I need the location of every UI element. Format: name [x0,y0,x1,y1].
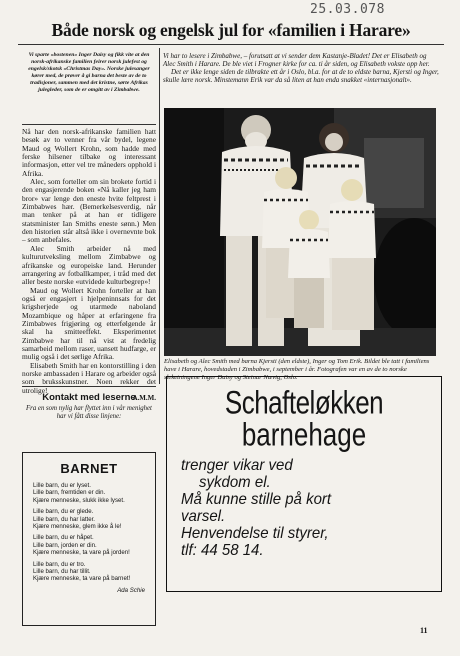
poem-line: Lille barn, du er lyset. [33,482,91,489]
ad-line: varsel. [181,507,226,526]
kindergarten-ad [166,376,442,592]
photo-caption: Elisabeth og Alec Smith med barna Kjersti (den eldste), Inger og Tom Erik. Bildet ble tatt i familiens have i Harare, hovedstaden i Zimbabwe, i september i år. Fotografen var en av de to norske sleketningene Inger Daisy og Steinar Nævig, Oslo. [164,358,430,381]
poem-author: Ada Schie [117,586,145,594]
ad-line: Henvendelse til styrer, [181,524,329,543]
body-paragraph: Maud og Wollert Krohn forteller at han også er engasjert i hjelpeninnsats for det krigsherjede og utarmede naboland Mozambique og håper at erfaringene fra Zimbabwes frigjøring og etterfølgende år skal ha smitteeffekt. Eksperimentet Zimbabwe har til nå vist at fredelig samarbeid mellom raser, uansett hudfarge, er mulig også i det sørlige Afrika. [22,285,156,362]
contact-heading: Kontakt med leserne [42,392,136,403]
body-paragraph: Alec, som forteller om sin brokete fortid i den engasjerende boken «Nå kaller jeg ham bror» var lenge den eneste hvite feltprest i Zimbabwes hær. (Bemerkelsesverdig, når man tenker på at han er tidligere statsminister Ian Smiths eneste sønn.) Men den historien står altså ikke i overnevnte bok – som anbefales. [22,177,156,245]
intro-right-paragraph: Vi har to lesere i Zimbabwe, – forutsatt at vi sender dem Kastanje-Bladet! Det er Elisabeth og Alec Smith i Harare. De ble viet i Frogner kirke for ca. ti år siden, og Elisabeth vokste opp her. [163,52,430,69]
ad-line: Må kunne stille på kort [181,490,332,509]
intro-rule [22,124,156,125]
ad-title: Schafteløkken [224,383,384,421]
poem-line: Lille barn, du er tro. [33,560,86,568]
family-photo-image [164,108,436,356]
article-headline: Både norsk og engelsk jul for «familien i Harare» [51,20,411,40]
body-paragraph: Nå har den norsk-afrikanske familien hatt besøk av to venner fra vår bydel, legene Maud og Wollert Krohn, som hadde med ferske hilsener tilbake og interessant informasjon, etter vel tre måneders opphold i Afrika. [22,127,156,178]
poem-line: Lille barn, du er håpet. [33,534,94,542]
poem-line: Lille barn, fremtiden er din. [33,489,106,497]
contact-rule [22,386,156,387]
poem-line: Lille barn, du har latter. [33,515,95,523]
column-divider [159,48,160,384]
ad-phone: tlf: 44 58 14. [181,541,264,560]
poem-stanza [33,534,145,556]
poem-line: Kjære menneske, slukk ikke lyset. [33,496,125,504]
poem-stanza [33,508,145,530]
ad-line: trenger vikar ved [181,456,293,475]
poem-box [22,452,156,626]
intro-right [163,52,439,84]
author-signature: A.M.M. [132,394,156,402]
poem-title: BARNET [60,461,118,476]
date-stamp: 25.03.078 [310,2,385,17]
poem-stanza [33,561,145,583]
poem-stanza [33,482,145,504]
body-paragraph: Elisabeth Smith har en kontorstilling i den norske ambassaden i Harare og arbeider også som bruksskunstner. Noen rekker det utrolige! [22,360,156,395]
body-paragraph: Alec Smith arbeider nå med kulturutveksling mellom Zimbabwe og afrikanske og europeiske land. Herunder arrangering av fotballkamper, i tråd med det aller beste norske «utvidede kulturbegrep»! [22,243,156,287]
intro-right-paragraph: Det er ikke lenge siden de tilbrakte ett år i Oslo, bl.a. for at de to eldste barna, Kjersti og Inger, skulle lære norsk. Minstemann Erik var da så liten at han enda snakket «internasjonalt». [163,68,439,85]
page-number: 11 [420,626,428,635]
ad-title: barnehage [241,415,367,453]
headline-rule [18,44,444,45]
poem-line: Lille barn, du er glede. [33,508,94,516]
poem-line: Lille barn, jorden er din. [33,541,97,549]
poem-line: Kjære menneske, ta vare på jorden! [33,549,130,557]
intro-left: Vi sparte «bostenen» Inger Daisy og fikk vite at den norsk-afrikanske familien feirer norsk julefest og engelsk/skotsk «Christmas Day». Norske julesanger kører med, de prøver å gi barna det beste av de to tradisjoner, sammen med det kristne, sørte Afrikas julegleder, som de er omgitt av i Zimbabwe. [28,52,150,93]
poem-line: Kjære menneske, glem ikke å le! [33,523,122,531]
family-photo [164,108,436,356]
poem-line: Kjære menneske, ta vare på barnet! [33,575,131,583]
contact-subtitle: Fra en som nylig har flyttet inn i vår menighet har vi fått disse linjene: [26,405,152,420]
article-body [22,128,156,402]
poem-line: Lille barn, du har tillit. [33,568,91,576]
ad-line: sykdom el. [199,473,271,492]
